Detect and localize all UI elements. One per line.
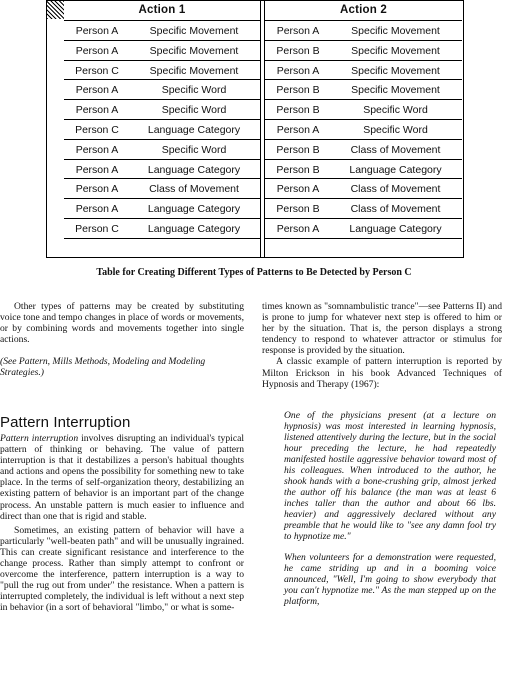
action-type-cell: Language Category [147,124,241,136]
table-row [64,238,260,259]
table-row [64,119,260,140]
table-row [64,198,260,219]
person-cell: Person B [276,104,320,117]
person-cell: Person A [75,203,119,216]
action-type-cell: Specific Word [363,104,428,117]
action-type-cell: Specific Movement [149,44,239,57]
section-heading: Pattern Interruption [0,414,131,431]
person-cell: Person C [75,64,119,77]
action-2-header: Action 2 [340,4,387,16]
pattern-table [46,0,464,258]
person-cell: Person A [75,143,119,156]
person-cell: Person A [75,84,119,97]
action-type-cell: Specific Word [363,124,428,136]
action-type-cell: Specific Movement [149,25,239,37]
paragraph: times known as "somnambulistic trance"—see Patterns II) and is prone to jump for whatever next step is offered to him or her by the situation. That is, the person displays a strong tendency to respond to whatever attractor or stimulus for response is provided by the situation. [262,301,502,357]
table-row [64,178,260,199]
quote-paragraph: One of the physicians present (at a lecture on hypnosis) was most interested in learning hypnosis, listened attentively during the lecture, but in the social hour preceding the lecture, he had repeatedly manifested hostile aggressive behavior toward most of his colleagues. When introduced to the author, he shook hands with a bone-crushing grip, almost jerked the author off his balance (the man was at least 6 inches taller than the author and about 66 lbs. heavier) and aggressively declared without any preamble that he would like to "see any damn fool try to hypnotize me." [284,410,496,542]
action-type-cell: Class of Movement [350,143,441,156]
paragraph: Other types of patterns may be created by substituting voice tone and tempo changes in place of words or movements, or by combining words and movements together into single actions. [0,301,244,346]
action-type-cell: Specific Movement [351,64,440,77]
action-type-cell: Specific Movement [351,84,440,97]
action-type-cell: Language Category [349,223,442,235]
table-row [265,119,462,140]
person-cell: Person A [75,163,119,176]
table-row [265,139,462,160]
action-1-header: Action 1 [138,4,186,16]
action-type-cell: Specific Movement [149,64,239,77]
action-type-cell: Class of Movement [350,183,441,196]
column-divider [260,0,261,258]
person-cell: Person A [75,25,119,37]
table-row [265,238,462,259]
action-type-cell: Class of Movement [350,203,441,216]
person-cell: Person A [276,64,320,77]
action-type-cell: Specific Word [161,104,227,117]
person-cell: Person B [276,84,320,97]
table-row [64,40,260,61]
paragraph: Sometimes, an existing pattern of behavior will have a particularly "well-beaten path" and will be unusually ingrained. This can create significant resistance and interference to the change process. Rather than simply attempt to confront or overcome the interference, pattern interruption is a way to "pull the rug out from under" the resistance. When a pattern is interrupted completely, the individual is left without a next step in behavior (in a sort of behavioral "limbo," or what is some- [0,524,244,614]
quote-paragraph: When volunteers for a demonstration were requested, he came striding up and in a booming voice announced, "Well, I'm going to show everybody that you can't hypnotize me." As the man stepped up on the platform, [284,552,496,607]
see-also: (See Pattern, Mills Methods, Modeling and Modeling Strategies.) [0,356,206,379]
action-type-cell: Language Category [147,203,241,216]
action-type-cell: Language Category [147,163,241,176]
paragraph: A classic example of pattern interruption is reported by Milton Erickson in his book Advanced Techniques of Hypnosis and Therapy (1967): [262,356,502,390]
table-row [265,40,462,61]
table-row [64,218,260,239]
table-row [265,198,462,219]
table-row [265,178,462,199]
paragraph-text: involves disrupting an individual's typical pattern of thinking or behaving. The value of pattern interruption is that it destabilizes a person's habitual thoughts and actions and opens the possibility for something new to take place. In the terms of self-organization theory, destabilizing an existing pattern of behavior is an important part of the change process. An unstable pattern is much easier to influence and direct than one that is rigid and stable. [0,433,244,522]
table-row [265,79,462,100]
table-row [64,99,260,120]
action-type-cell: Specific Word [161,143,227,156]
person-cell: Person A [276,124,320,136]
person-cell: Person B [276,143,320,156]
table-caption: Table for Creating Different Types of Patterns to Be Detected by Person C [96,267,412,278]
table-row [64,20,260,41]
action-type-cell: Class of Movement [149,183,239,196]
table-row [64,60,260,81]
table-row [265,60,462,81]
quotation [284,410,496,607]
left-body [0,433,244,614]
person-cell: Person B [276,163,320,176]
table-row [64,79,260,100]
paragraph [0,433,244,522]
hatched-corner-cell [47,1,64,19]
table-row [64,139,260,160]
action-type-cell: Specific Movement [351,44,440,57]
table-row [265,218,462,239]
table-row [64,159,260,180]
action-type-cell: Specific Movement [351,25,440,37]
person-cell: Person A [75,183,119,196]
person-cell: Person B [276,44,320,57]
right-body [262,301,502,390]
table-row [265,159,462,180]
table-row [265,20,462,41]
action-type-cell: Language Category [147,223,241,235]
person-cell: Person A [75,44,119,57]
action-type-cell: Specific Word [161,84,227,97]
term: Pattern interruption [0,433,79,444]
person-cell: Person B [276,203,320,216]
person-cell: Person C [75,223,119,235]
table-row [265,99,462,120]
person-cell: Person A [276,223,320,235]
person-cell: Person A [276,183,320,196]
person-cell: Person A [75,104,119,117]
left-intro [0,301,244,379]
action-type-cell: Language Category [349,163,442,176]
person-cell: Person C [75,124,119,136]
person-cell: Person A [276,25,320,37]
